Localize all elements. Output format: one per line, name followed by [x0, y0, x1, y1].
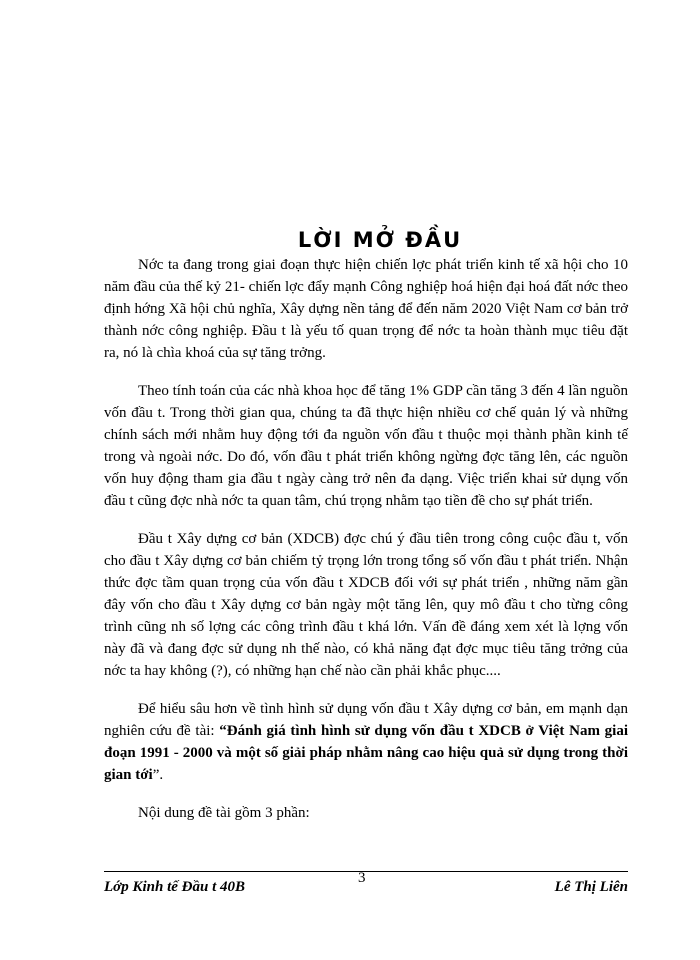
paragraph-5: Nội dung đề tài gồm 3 phần: — [138, 805, 310, 821]
footer-author: Lê Thị Liên — [554, 879, 628, 895]
paragraph-4 — [104, 698, 628, 786]
paragraph-3: Đầu t Xây dựng cơ bản (XDCB) đợc chú ý đầu tiên trong công cuộc đầu t, vốn cho đầu t Xây dựng cơ bản chiếm tỷ trọng lớn trong tổng số vốn đầu t phát triển. Nhận thức đợc tầm quan trọng của vốn đầu t XDCB đối với sự phát triển , những năm gần đây vốn cho đầu t Xây dựng cơ bản ngày một tăng lên, quy mô đầu t cho từng công trình cũng nh số lợng các công trình đầu t khá lớn. Vấn đề đáng xem xét là lợng vốn này đã và đang đợc sử dụng nh thế nào, có khả năng đạt đợc mục tiêu tăng trởng của nớc ta hay không (?), có những hạn chế nào cần phải khắc phục.... — [104, 531, 628, 679]
paragraph-4-intro: Để hiểu sâu hơn về tình hình sử dụng vốn đầu t Xây dựng cơ bản, em mạnh dạn nghiên cứu đề tài: — [104, 701, 628, 739]
page-number: 3 — [358, 870, 366, 886]
body-text — [104, 254, 628, 824]
paragraph-1: Nớc ta đang trong giai đoạn thực hiện chiến lợc phát triển kinh tế xã hội cho 10 năm đầu của thế kỷ 21- chiến lợc đẩy mạnh Công nghiệp hoá hiện đại hoá đất nớc theo định hớng Xã hội chủ nghĩa, Xây dựng nền tảng để đến năm 2020 Việt Nam cơ bản trở thành nớc công nghiệp. Đầu t là yếu tố quan trọng để nớc ta hoàn thành mục tiêu đặt ra, nó là chìa khoá của sự tăng trởng. — [104, 257, 628, 361]
thesis-topic-title: “Đánh giá tình hình sử dụng vốn đầu t XDCB ở Việt Nam giai đoạn 1991 - 2000 và một số giải pháp nhằm nâng cao hiệu quả sử dụng trong thời gian tới — [104, 723, 628, 783]
paragraph-2: Theo tính toán của các nhà khoa học để tăng 1% GDP cần tăng 3 đến 4 lần nguồn vốn đầu t. Trong thời gian qua, chúng ta đã thực hiện nhiều cơ chế quản lý và những chính sách mới nhằm huy động tới đa nguồn vốn đầu t thuộc mọi thành phần kinh tế trong và ngoài nớc. Do đó, vốn đầu t phát triển không ngừng đợc tăng lên, các nguồn vốn huy động tham gia đầu t ngày càng trở nên đa dạng. Việc triển khai sử dụng vốn đầu t cũng đợc nhà nớc ta quan tâm, chú trọng nhằm tạo tiền đề cho sự phát triển. — [104, 383, 628, 509]
footer-divider — [104, 871, 628, 872]
footer-class-name: Lớp Kinh tế Đầu t 40B — [104, 879, 245, 895]
page-title: LỜI MỞ ĐẦU — [297, 228, 463, 252]
paragraph-4-closing: ”. — [152, 767, 164, 783]
